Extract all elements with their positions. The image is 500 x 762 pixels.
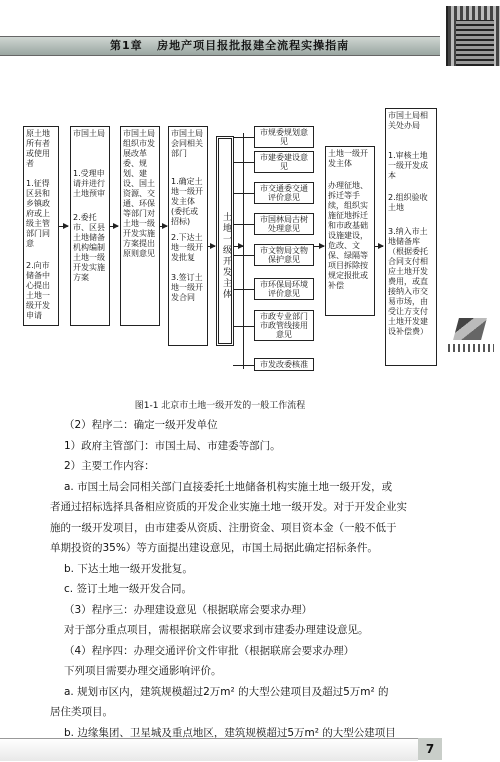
header-title: [110, 37, 349, 53]
arrow-mid-7: [314, 246, 324, 247]
col8-step3: 3.纳入市土地储备库（根据委托合同支付相应土地开发费用，或直接纳入市交易市场，由受让方支付土地开发建设补偿费）: [388, 227, 428, 336]
page-header: [0, 0, 500, 58]
arrow-7-8: [375, 246, 383, 247]
arrow-3-4: [160, 226, 167, 227]
col4-step1: 1.确定土地一级开发主体(委托或招标): [171, 177, 203, 226]
text-line: （2）程序二：确定一级开发单位: [64, 419, 218, 431]
text-line: b. 下达土地一级开发批复。: [64, 562, 193, 575]
arrow-1-2: [59, 226, 68, 227]
mid-connector: [243, 133, 244, 369]
figure-caption: 图1-1 北京市土地一级开发的一般工作流程: [134, 401, 306, 411]
col4-step3: 3.签订土地一级开发合同: [171, 273, 203, 302]
mid-item-municipal: 市政专业部门市政管线接用意见: [254, 310, 314, 341]
col3-box: [120, 126, 160, 326]
text-line: 1）政府主管部门：市国土局、市建委等部门。: [64, 439, 281, 452]
body-text: [50, 415, 440, 743]
col2-head: 市国土局: [73, 129, 105, 138]
flowchart: [0, 96, 440, 386]
col1-head: 原土地所有者或使用者: [26, 129, 50, 168]
col4-head: 市国土局会同相关部门: [171, 129, 203, 158]
text-line: 2）主要工作内容：: [64, 460, 155, 472]
arrow-2-3: [110, 226, 118, 227]
text-line: （3）程序三：办理建设意见（根据联席会要求办理）: [64, 603, 313, 616]
col1-box: [23, 126, 59, 326]
text-line: 对于部分重点项目，需根据联席会议要求到市建委办理建设意见。: [64, 624, 369, 636]
arrow-5-mid: [234, 246, 243, 247]
mid-item-planning: 市规委规划意见: [254, 126, 314, 148]
side-decoration: [448, 318, 494, 352]
mid-item-trees: 市国林局古树处理意见: [254, 213, 314, 235]
col5-box: [216, 136, 234, 346]
col8-head: 市国土局相关处办局: [388, 111, 428, 130]
col3-text: 市国土局组织市发展改革委、规划、建设、国土资源、交通、环保等部门对土地一级开发实施方案提出原则意见: [123, 129, 155, 258]
col7-box: [325, 146, 375, 316]
col8-step1: 1.审核土地一级开发成本: [388, 151, 428, 180]
col4-step2: 2.下达土地一级开发批复: [171, 233, 203, 262]
text-line: 单期投资的35%）等方面提出建设意见，市国土局据此确定招标条件。: [50, 542, 378, 554]
text-line: c. 签订土地一级开发合同。: [64, 583, 192, 595]
dotted-strip: [448, 344, 494, 352]
col1-step2: 2.向市储备中心提出土地一级开发申请: [26, 261, 50, 320]
col2-box: [70, 126, 110, 326]
mid-item-ndrc: 市发改委核准: [254, 358, 314, 371]
col4-box: [168, 126, 208, 346]
building-graphic: [446, 6, 500, 66]
text-line: a. 市国土局会同相关部门直接委托土地储备机构实施土地一级开发，或: [64, 480, 393, 493]
mid-item-traffic: 市交通委交通评价意见: [254, 182, 314, 204]
chapter-label: 第1章: [110, 39, 143, 52]
page-number: 7: [418, 738, 442, 760]
col8-step2: 2.组织验收土地: [388, 193, 428, 212]
col5-text: 土地一级开发主体: [221, 212, 231, 300]
text-line: 下列项目需要办理交通影响评价。: [64, 665, 222, 677]
mid-item-construction: 市建委建设意见: [254, 151, 314, 173]
col7-body: 办理征地、拆迁等手续，组织实施征地拆迁和市政基础设施建设，危改、文保、绿隔等项目拆除按规定报批或补偿: [328, 181, 368, 290]
col8-box: [385, 108, 437, 366]
col1-step1: 1.征得区县和乡镇政府或上级主管部门同意: [26, 179, 50, 248]
text-line: （4）程序四：办理交通评价文件审批（根据联席会要求办理）: [64, 644, 355, 657]
text-line: 居住类项目。: [50, 706, 113, 718]
text-line: 施的一级开发项目，由市建委从资质、注册资金、项目资本金（一般不低于: [50, 521, 397, 534]
text-line: 者通过招标选择具备相应资质的开发企业实施土地一级开发。对于开发企业实: [50, 501, 407, 513]
text-line: a. 规划市区内，建筑规模超过2万m² 的大型公建项目及超过5万m² 的: [64, 685, 389, 698]
arrow-4-5: [208, 246, 215, 247]
col2-step1: 1.受理申请并进行土地预审: [73, 169, 105, 198]
col7-head: 土地一级开发主体: [328, 149, 368, 168]
text-line: b. 边缘集团、卫星城及重点地区，建筑规模超过5万m² 的大型公建项目: [64, 726, 396, 739]
mid-item-environment: 市环保局环境评价意见: [254, 278, 314, 300]
mid-item-relics: 市文物局文物保护意见: [254, 244, 314, 266]
footer-bar: [0, 738, 418, 761]
col2-step2: 2.委托市、区县土地储备机构编制土地一级开发实施方案: [73, 213, 105, 282]
books-icon: [453, 318, 487, 340]
book-title: 房地产项目报批报建全流程实操指南: [157, 39, 350, 52]
